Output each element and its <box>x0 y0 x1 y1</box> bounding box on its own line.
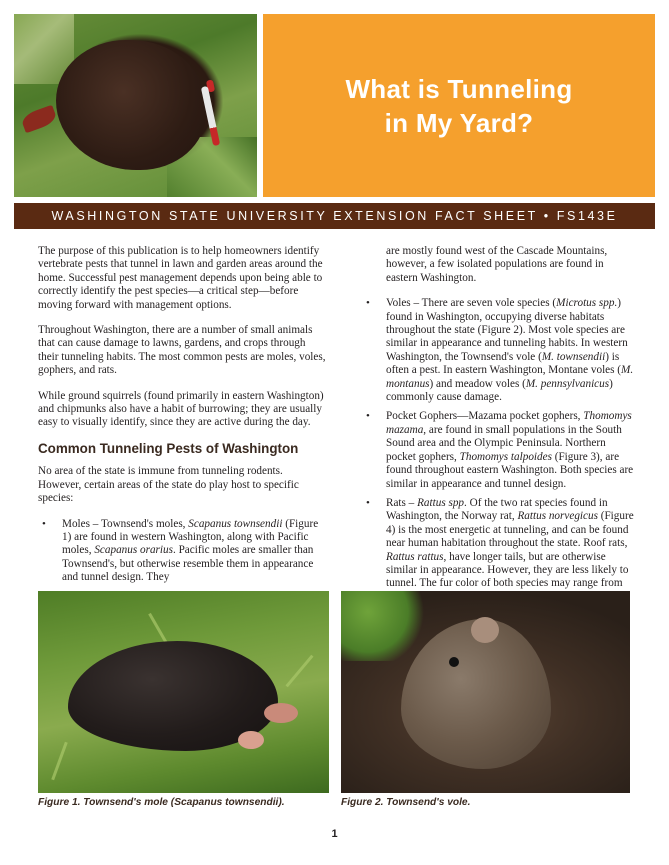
fact-sheet-banner <box>14 203 655 229</box>
bullet-icon: • <box>366 297 370 310</box>
banner-text: WASHINGTON STATE UNIVERSITY EXTENSION FACT SHEET • FS143E <box>51 209 618 223</box>
figure-1-caption: Figure 1. Townsend's mole (Scapanus townsendii). <box>38 797 285 808</box>
vole-photo <box>341 591 630 793</box>
left-column <box>38 245 328 591</box>
molehill-photo <box>14 14 257 197</box>
right-column <box>362 245 634 610</box>
paragraph: No area of the state is immune from tunneling rodents. However, certain areas of the state do play host to specific species: <box>38 465 299 505</box>
list-item-gophers: • Pocket Gophers—Mazama pocket gophers, Thomomys mazama, are found in small populations in the South Sound area and the Olympic Peninsula. Northern pocket gophers, Thomomys talpoides (Figure 3), are found throughout eastern Washington. Both species are similar in appearance and tunnel design. <box>366 410 634 490</box>
pest-list <box>38 518 328 585</box>
paragraph: Throughout Washington, there are a number of small animals that can cause damage to lawns, gardens, and crops through their tunneling habits. The most common pests are moles, voles, gophers, and rats. <box>38 324 326 377</box>
list-item-moles: • Moles – Townsend's moles, Scapanus townsendii (Figure 1) are found in western Washington, along with Pacific moles, Scapanus orarius. Pacific moles are smaller than Townsend's, but otherwise resemble them in appearance and tunnel design. They <box>42 517 319 584</box>
paragraph: While ground squirrels (found primarily in eastern Washington) and chipmunks also have a habit of burrowing; they are usually easy to visually identify, since they are active during the day. <box>38 389 324 429</box>
list-item-voles: • Voles – There are seven vole species (Microtus spp.) found in Washington, occupying diverse habitats throughout the state (Figure 2). Most vole species are similar in appearance and tunneling habits. In western Washington, the Townsend's vole (M. townsendii) is often a pest. In eastern Washington, Montane voles (M. montanus) and meadow voles (M. pennsylvanicus) commonly cause damage. <box>366 297 634 404</box>
dirt-mound <box>56 40 206 170</box>
pest-list-continued <box>362 297 634 604</box>
intro-paragraph: The purpose of this publication is to help homeowners identify vertebrate pests that tunnel in lawn and garden areas around the home. Successful pest management depends upon being able to correctly identify the pest species—a critical step—before moving forward with management options. <box>38 245 323 311</box>
mole-photo <box>38 591 329 793</box>
bullet-icon: • <box>42 517 46 530</box>
bullet-icon: • <box>366 410 370 423</box>
title-block <box>263 14 655 197</box>
list-item-rats: • Rats – Rattus spp. Of the two rat species found in Washington, the Norway rat, Rattus norvegicus (Figure 4) is the most energetic at tunneling, and can be found near human habitation throughout the state. Roof rats, Rattus rattus, have longer tails, but are otherwise similar in appearance. However, they are less likely to tunnel. The fur color of both species may range from <box>366 496 634 590</box>
section-heading: Common Tunneling Pests of Washington <box>38 440 299 456</box>
page-title: What is Tunneling in My Yard? <box>345 73 573 138</box>
moles-continued: are mostly found west of the Cascade Mountains, however, a few isolated populations are found in eastern Washington. <box>386 245 608 284</box>
figure-2-caption: Figure 2. Townsend's vole. <box>341 797 471 808</box>
bullet-icon: • <box>366 496 370 509</box>
page-number: 1 <box>331 828 338 840</box>
